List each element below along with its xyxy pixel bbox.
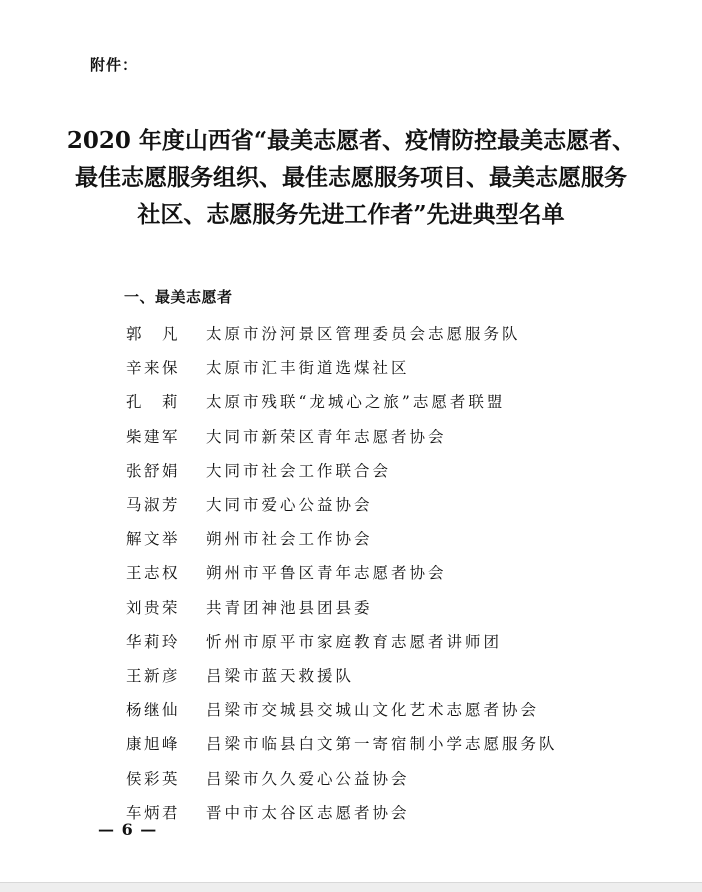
attachment-label: 附件：: [90, 56, 139, 74]
list-item: [126, 658, 666, 692]
organization-name: 朔州市社会工作协会: [206, 530, 373, 549]
organization-name: 大同市爱心公益协会: [206, 496, 373, 515]
list-item: [126, 692, 666, 726]
title-line: 2020 年度山西省“最美志愿者、疫情防控最美志愿者、: [66, 127, 636, 154]
volunteer-list: [126, 316, 666, 829]
organization-name: 大同市社会工作联合会: [206, 461, 392, 480]
list-item: [126, 521, 666, 555]
organization-name: 太原市残联“龙城心之旅”志愿者联盟: [206, 393, 506, 412]
organization-name: 吕梁市久久爱心公益协会: [206, 769, 410, 788]
list-item: [126, 453, 666, 487]
person-name: 侯彩英: [126, 769, 181, 788]
list-item: [126, 350, 666, 384]
person-name: 康旭峰: [126, 735, 181, 754]
person-name: 刘贵荣: [126, 598, 181, 617]
list-item: [126, 316, 666, 350]
person-name: 柴建军: [126, 427, 181, 446]
organization-name: 忻州市原平市家庭教育志愿者讲师团: [206, 632, 503, 651]
person-name: 辛来保: [126, 359, 181, 378]
person-name: 华莉玲: [126, 632, 181, 651]
organization-name: 太原市汾河景区管理委员会志愿服务队: [206, 325, 521, 344]
list-item: [126, 590, 666, 624]
organization-name: 吕梁市临县白文第一寄宿制小学志愿服务队: [206, 735, 558, 754]
section-heading: 一、最美志愿者: [124, 288, 233, 306]
page-number: — 6 —: [98, 820, 158, 839]
title-line: 社区、志愿服务先进工作者”先进典型名单: [137, 201, 565, 228]
organization-name: 朔州市平鲁区青年志愿者协会: [206, 564, 447, 583]
list-item: [126, 624, 666, 658]
person-name: 孔 莉: [126, 393, 181, 412]
list-item: [126, 419, 666, 453]
person-name: 王志权: [126, 564, 181, 583]
person-name: 解文举: [126, 530, 181, 549]
organization-name: 吕梁市交城县交城山文化艺术志愿者协会: [206, 701, 540, 720]
person-name: 郭 凡: [126, 325, 181, 344]
organization-name: 大同市新荣区青年志愿者协会: [206, 427, 447, 446]
document-title: [60, 122, 642, 233]
title-line: 最佳志愿服务组织、最佳志愿服务项目、最美志愿服务: [75, 164, 627, 191]
person-name: 车炳君: [126, 803, 181, 822]
organization-name: 太原市汇丰街道选煤社区: [206, 359, 410, 378]
organization-name: 晋中市太谷区志愿者协会: [206, 803, 410, 822]
list-item: [126, 726, 666, 760]
organization-name: 共青团神池县团县委: [206, 598, 373, 617]
person-name: 杨继仙: [126, 701, 181, 720]
list-item: [126, 795, 666, 829]
organization-name: 吕梁市蓝天救援队: [206, 666, 355, 685]
person-name: 马淑芳: [126, 496, 181, 515]
list-item: [126, 487, 666, 521]
list-item: [126, 760, 666, 794]
person-name: 张舒娟: [126, 461, 181, 480]
person-name: 王新彦: [126, 666, 181, 685]
list-item: [126, 555, 666, 589]
list-item: [126, 384, 666, 418]
